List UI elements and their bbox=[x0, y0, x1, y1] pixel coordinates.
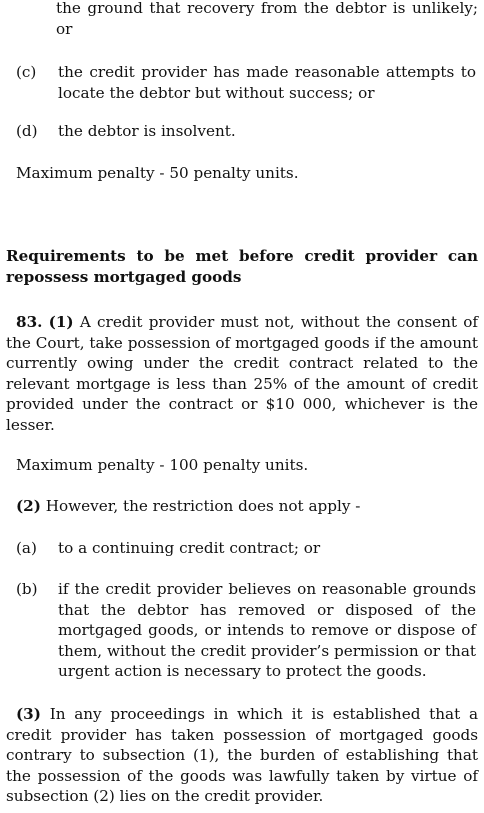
list-item-c bbox=[6, 62, 478, 103]
penalty-text: Maximum penalty - 100 penalty units. bbox=[16, 456, 309, 474]
subsection-label: (1) bbox=[48, 313, 74, 331]
item-text: the credit provider has made reasonable attempts to locate the debtor but without success; or bbox=[58, 63, 476, 102]
subsection-text: However, the restriction does not apply - bbox=[45, 497, 361, 515]
item-label: (b) bbox=[16, 580, 38, 598]
subsection-text: In any proceedings in which it is established that a credit provider has taken possession of mortgaged goods contrary to subsection (1), the burden of establishing that the possession of the goods was lawfully taken by virtue of subsection (2) lies on the credit provider. bbox=[6, 705, 478, 805]
list-item-d bbox=[6, 121, 478, 142]
penalty-text: Maximum penalty - 50 penalty units. bbox=[16, 164, 299, 182]
section-heading: Requirements to be met before credit provider can repossess mortgaged goods bbox=[6, 247, 478, 286]
item-text: to a continuing credit contract; or bbox=[58, 539, 321, 557]
item-label: (c) bbox=[16, 63, 37, 81]
list-item-b bbox=[6, 579, 478, 682]
item-label: (d) bbox=[16, 122, 38, 140]
list-item-a bbox=[6, 538, 478, 559]
subsection-label: (2) bbox=[16, 497, 41, 515]
subsection-2 bbox=[16, 496, 478, 517]
section-number: 83. bbox=[16, 313, 43, 331]
subsection-text: A credit provider must not, without the consent of the Court, take possession of mortgaged goods if the amount currently owing under the credit contract related to the relevant mortgage is less than 25% of the amount of credit provided under the contract or $10 000, whichever is the lesser. bbox=[6, 313, 479, 434]
item-text: if the credit provider believes on reasonable grounds that the debtor has removed or disposed of the mortgaged goods, or intends to remove or dispose of them, without the credit provider’s permission or that urgent action is necessary to protect the goods. bbox=[58, 580, 476, 680]
subsection-label: (3) bbox=[16, 705, 41, 723]
subsection-1 bbox=[6, 312, 478, 435]
subsection-3 bbox=[6, 704, 478, 807]
continuation-text: the ground that recovery from the debtor is unlikely; or bbox=[56, 0, 478, 38]
item-label: (a) bbox=[16, 539, 37, 557]
item-text: the debtor is insolvent. bbox=[58, 122, 236, 140]
